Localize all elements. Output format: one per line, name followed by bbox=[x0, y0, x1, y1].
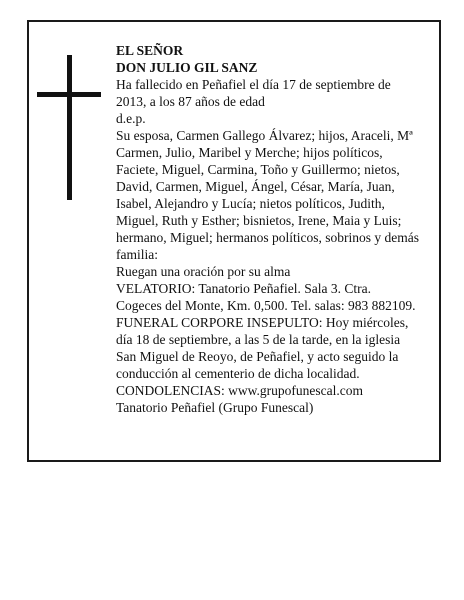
family-line: Miguel, Ruth y Esther; bisnietos, Irene, Maia y Luis; bbox=[116, 213, 402, 228]
funeral-line: día 18 de septiembre, a las 5 de la tarde, en la iglesia bbox=[116, 332, 401, 347]
family-line: Faciete, Miguel, Carmina, Toño y Guillermo; nietos, bbox=[116, 162, 400, 177]
condolences-text: CONDOLENCIAS: www.grupofunescal.com bbox=[116, 383, 363, 398]
funeral-line: FUNERAL CORPORE INSEPULTO: Hoy miércoles, bbox=[116, 315, 409, 330]
cross-vertical-bar bbox=[67, 55, 72, 200]
rip-text: d.e.p. bbox=[116, 111, 146, 126]
family-line: familia: bbox=[116, 247, 158, 262]
heading-title: EL SEÑOR bbox=[116, 43, 184, 58]
funeral-home-text: Tanatorio Peñafiel (Grupo Funescal) bbox=[116, 400, 314, 415]
prayer-text: Ruegan una oración por su alma bbox=[116, 264, 291, 279]
notice-text bbox=[116, 42, 426, 416]
family-line: Su esposa, Carmen Gallego Álvarez; hijos, Araceli, Mª bbox=[116, 128, 413, 143]
intro-line: Ha fallecido en Peñafiel el día 17 de septiembre de bbox=[116, 77, 391, 92]
cross-icon bbox=[37, 55, 101, 200]
family-line: Isabel, Alejandro y Lucía; nietos políticos, Judith, bbox=[116, 196, 385, 211]
family-line: Carmen, Julio, Maribel y Merche; hijos políticos, bbox=[116, 145, 383, 160]
obituary-notice bbox=[27, 20, 441, 462]
wake-line: Cogeces del Monte, Km. 0,500. Tel. salas: 983 882109. bbox=[116, 298, 416, 313]
family-line: hermano, Miguel; hermanos políticos, sobrinos y demás bbox=[116, 230, 419, 245]
family-line: David, Carmen, Miguel, Ángel, César, María, Juan, bbox=[116, 179, 395, 194]
funeral-line: San Miguel de Reoyo, de Peñafiel, y acto seguido la bbox=[116, 349, 399, 364]
funeral-line: conducción al cementerio de dicha localidad. bbox=[116, 366, 360, 381]
cross-horizontal-bar bbox=[37, 92, 101, 97]
intro-line: 2013, a los 87 años de edad bbox=[116, 94, 265, 109]
deceased-name: DON JULIO GIL SANZ bbox=[116, 60, 258, 75]
wake-line: VELATORIO: Tanatorio Peñafiel. Sala 3. Ctra. bbox=[116, 281, 372, 296]
